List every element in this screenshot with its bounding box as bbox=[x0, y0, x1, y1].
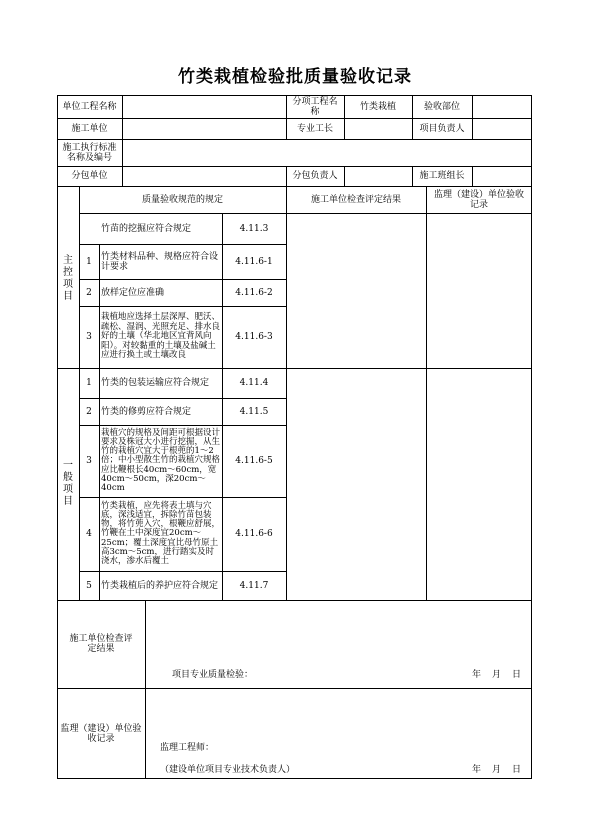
list-item-no: 3 bbox=[86, 332, 92, 342]
main-control-section-label: 主控项目 bbox=[63, 255, 73, 302]
supervision-column-header: 监理（建设）单位验收记录 bbox=[433, 189, 524, 210]
list-item-ref: 4.11.7 bbox=[239, 580, 269, 591]
standard-label: 施工执行标准名称及编号 bbox=[62, 142, 117, 163]
list-item-text: 竹类的修剪应符合规定 bbox=[101, 406, 192, 417]
sub-project-name-value: 竹类栽植 bbox=[359, 101, 396, 112]
sub-project-name-label: 分项工程名称 bbox=[292, 96, 338, 117]
spec-column-header: 质量验收规范的规定 bbox=[141, 194, 223, 205]
list-item-ref: 4.11.6-2 bbox=[235, 287, 273, 298]
list-item-ref: 4.11.6-5 bbox=[235, 456, 273, 466]
supervisor-label: 监理工程师： bbox=[160, 743, 215, 753]
list-item-text: 竹苗的挖掘应符合规定 bbox=[101, 223, 192, 234]
list-item-text: 竹类材料品种、规格应符合设计要求 bbox=[101, 251, 219, 272]
list-item-text: 竹类栽植后的养护应符合规定 bbox=[101, 580, 219, 591]
acceptance-dept-label: 验收部位 bbox=[423, 101, 460, 112]
subcontractor-label: 分包单位 bbox=[71, 171, 108, 181]
list-item-ref: 4.11.6-3 bbox=[235, 332, 273, 342]
project-leader-label: 项目负责人 bbox=[419, 123, 465, 134]
list-item-no: 4 bbox=[86, 529, 92, 539]
list-item-ref: 4.11.3 bbox=[239, 223, 269, 234]
date-label-2: 年 月 日 bbox=[472, 765, 523, 775]
list-item-ref: 4.11.6-1 bbox=[235, 256, 273, 267]
list-item-text: 放样定位应准确 bbox=[101, 287, 165, 298]
list-item-text: 竹类栽植，应先将表土填与穴底，深浅适宜，拆除竹苗包装物，将竹蔸入穴，根鞭应舒展，竹鞭在土中深度宜20cm～25cm；覆土深度宜比母竹原土高3cm～5cm，进行踏实及时浇水，渗水后覆土 bbox=[101, 500, 221, 566]
construction-unit-label: 施工单位 bbox=[71, 123, 108, 134]
list-item-no: 2 bbox=[86, 287, 92, 298]
page-title: 竹类栽植检验批质量验收记录 bbox=[178, 67, 412, 87]
list-item-text: 栽植穴的规格及间距可根据设计要求及株冠大小进行挖掘，从生竹的栽植穴宜大于根蔸的1～2倍；中小型散生竹的栽植穴规格应比鞭根长40cm～60cm，宽40cm～50cm，深20cm～40cm bbox=[101, 427, 221, 493]
list-item-no: 1 bbox=[86, 256, 92, 267]
list-item-text: 栽植地应选择土层深厚、肥沃、疏松、湿润、光照充足、排水良好的土壤（华北地区宜背风向阳）。对较黏重的土壤及盐碱土应进行换土或土壤改良 bbox=[101, 312, 221, 361]
list-item-ref: 4.11.6-6 bbox=[235, 529, 273, 539]
list-item-text: 竹类的包装运输应符合规定 bbox=[101, 378, 210, 388]
general-section-label: 一般项目 bbox=[63, 460, 73, 507]
check-result-column-header: 施工单位检查评定结果 bbox=[310, 194, 401, 205]
list-item-ref: 4.11.5 bbox=[239, 406, 269, 417]
date-label: 年 月 日 bbox=[472, 670, 523, 680]
foreman-label: 专业工长 bbox=[296, 123, 333, 134]
list-item-no: 5 bbox=[86, 580, 92, 591]
list-item-no: 1 bbox=[86, 378, 92, 388]
quality-inspector-label: 项目专业质量检验： bbox=[172, 670, 254, 680]
team-leader-label: 施工班组长 bbox=[419, 171, 465, 181]
list-item-no: 2 bbox=[86, 406, 92, 417]
list-item-no: 3 bbox=[86, 456, 92, 466]
list-item-ref: 4.11.4 bbox=[239, 378, 269, 388]
builder-rep-label: （建设单位项目专业技术负责人） bbox=[160, 765, 296, 775]
supervision-record-label: 监理（建设）单位验收记录 bbox=[60, 723, 142, 744]
unit-project-name-label: 单位工程名称 bbox=[62, 101, 117, 112]
construction-check-label: 施工单位检查评定结果 bbox=[69, 634, 133, 654]
sub-leader-label: 分包负责人 bbox=[292, 171, 338, 181]
